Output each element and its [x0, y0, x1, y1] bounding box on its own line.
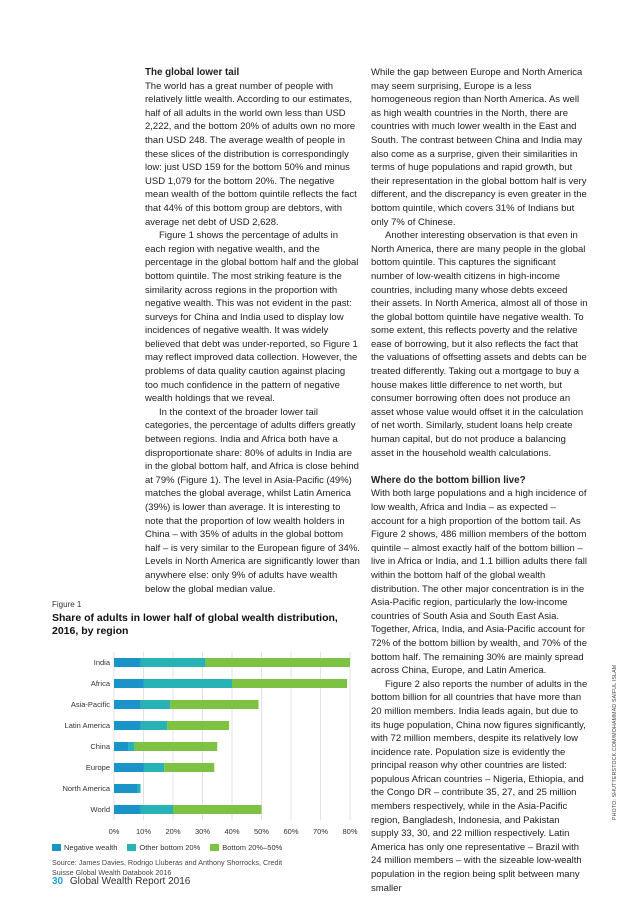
bar-segment — [164, 763, 214, 772]
bar-segment — [138, 784, 141, 793]
bar-segment — [129, 742, 135, 751]
bar-segment — [141, 700, 171, 709]
bar-segment — [205, 658, 350, 667]
section-heading-lower-tail: The global lower tail — [145, 67, 240, 78]
bar-segment — [232, 679, 347, 688]
bar-chart — [52, 646, 362, 836]
right-column — [371, 66, 588, 895]
x-tick-label: 20% — [165, 827, 181, 836]
legend-swatch — [52, 844, 61, 851]
figure-source: Source: James Davies, Rodrigo Lluberas and Anthony Shorrocks, Credit Suisse Global Wealth Databook 2016 — [52, 858, 283, 877]
bar-segment — [114, 679, 144, 688]
x-tick-label: 60% — [283, 827, 299, 836]
x-tick-label: 50% — [253, 827, 270, 836]
category-label: World — [90, 805, 110, 814]
figure-header — [52, 600, 362, 638]
legend-item — [127, 843, 200, 852]
bar-segment — [114, 805, 141, 814]
category-label: Asia-Pacific — [70, 700, 110, 709]
category-label: North America — [62, 784, 110, 793]
right-paragraph-1: While the gap between Europe and North America may seem surprising, Europe is a less homogeneous region than North America. As well as high wealth countries in the North, there are countries with much lower wealth in the East and South. The contrast between China and India may also come as a surprise, given their similarities in terms of huge populations and rapid growth, but their representation in the global bottom half is very different, and the discrepancy is even greater in the bottom quintile, which covers 31% of Indians but only 7% of Chinese. — [371, 67, 587, 228]
left-paragraph-2: Figure 1 shows the percentage of adults in each region with negative wealth, and the percentage in the global bottom half and the global bottom quintile. The most striking feature is the similarity across regions in the proportion with negative wealth. This was not evident in the past: surveys for China and India used to display low incidences of negative wealth. It was widely believed that debt was under-reported, so Figure 1 may reflect improved data collection. However, the problems of data quality caution against placing too much confidence in the pattern of negative wealth holdings that we reveal. — [145, 230, 359, 405]
section-heading-bottom-billion: Where do the bottom billion live? — [371, 474, 526, 486]
bar-segment — [144, 763, 165, 772]
x-tick-label: 70% — [312, 827, 329, 836]
legend-swatch — [210, 844, 219, 851]
publication-title: Global Wealth Report 2016 — [69, 876, 191, 887]
x-tick-label: 10% — [135, 827, 152, 836]
left-paragraph-3: In the context of the broader lower tail categories, the percentage of adults differs greatly between regions. India and Africa both have a disproportionate share: 80% of adults in India are in the global bottom half, and Africa is close behind at 79% (Figure 1). The level in Asia-Pacific (49%) matches the global average, whilst Latin America (39%) is lower than average. It is interesting to note that the proportion of low wealth holders in China – with 35% of adults in the global bottom half – is very similar to the European figure of 34%. Levels in North America are significantly lower than anywhere else: only 9% of adults have wealth below the global median value. — [145, 406, 360, 595]
legend-item — [52, 843, 117, 852]
bar-segment — [141, 805, 173, 814]
legend-label: Negative wealth — [64, 843, 118, 852]
x-tick-label: 40% — [224, 827, 240, 836]
category-label: China — [90, 742, 110, 751]
bar-segment — [167, 721, 229, 730]
bar-segment — [114, 700, 141, 709]
right-paragraph-4: Figure 2 also reports the number of adults in the bottom billion for all countries that have more than 20 million members. India leads again, but due to its huge population, China now figures significantly, with 72 million members, despite its relatively low incidence rate. Population size is evidently the principal reason why other countries are listed: populous African countries – Nigeria, Ethiopia, and the Congo DR – contribute 35, 27, and 25 million members respectively, while in the Asia-Pacific region, Bangladesh, Indonesia, and Pakistan supply 33, 30, and 22 million respectively. Latin America has only one representative – Brazil with 24 million members – with the sizeable low-wealth population in the region being split between many smaller — [371, 678, 588, 894]
legend-item — [210, 843, 282, 852]
bar-segment — [114, 784, 138, 793]
category-label: India — [93, 658, 110, 667]
category-label: Latin America — [64, 721, 110, 730]
bar-segment — [114, 763, 144, 772]
bar-segment — [114, 742, 129, 751]
bar-segment — [141, 721, 168, 730]
bar-segment — [135, 742, 218, 751]
bar-segment — [173, 805, 262, 814]
legend-label: Bottom 20%–50% — [222, 843, 283, 852]
bar-segment — [144, 679, 233, 688]
left-paragraph-1: The world has a great number of people with relatively little wealth. According to our estimates, half of all adults in the world own less than USD 2,222, and the bottom 20% of adults own no more than USD 248. The average wealth of people in these slices of the distribution is correspondingly low: just USD 159 for the bottom 50% and minus USD 1,079 for the bottom 20%. The negative mean wealth of the bottom quintile reflects the fact that 44% of this bottom group are debtors, with average net debt of USD 2,628. — [145, 80, 357, 228]
left-column — [145, 66, 360, 596]
chart-legend — [52, 843, 282, 852]
figure-title: Share of adults in lower half of global wealth distribution, 2016, by region — [52, 612, 338, 637]
legend-label: Other bottom 20% — [139, 843, 201, 852]
figure-label: Figure 1 — [52, 600, 82, 609]
page-footer — [52, 876, 190, 887]
photo-credit: PHOTO: SHUTTERSTOCK.COM/MOHAMMAD SAIFUL ISLAM — [612, 664, 618, 820]
right-paragraph-2: Another interesting observation is that even in North America, there are many people in the global bottom quintile. This captures the significant number of low-wealth citizens in high-income countries, including many whose debts exceed their assets. In North America, almost all of those in the global bottom quintile have negative wealth. To some extent, this reflects poverty and the relative ease of borrowing, but it also reflects the fact that the valuations of offsetting assets and debts can be treated differently. Taking out a mortgage to buy a house makes little difference to net worth, but consumer borrowing often does not produce an asset whose value would offset it in the calculation of net worth. Similarly, student loans help create human capital, but do not produce a balancing asset in the household wealth calculations. — [371, 230, 588, 459]
category-label: Europe — [85, 763, 110, 772]
x-tick-label: 80% — [342, 827, 358, 836]
bar-segment — [114, 658, 141, 667]
x-tick-label: 30% — [194, 827, 211, 836]
legend-swatch — [127, 844, 136, 851]
x-tick-label: 0% — [108, 827, 120, 836]
category-label: Africa — [90, 679, 110, 688]
bar-segment — [170, 700, 258, 709]
right-paragraph-3: With both large populations and a high incidence of low wealth, Africa and India – as expected – account for a high proportion of the bottom tail. As Figure 2 shows, 486 million members of the bottom quintile – almost exactly half of the bottom billion – live in Africa or India, and 1.1 billion adults there fall within the bottom half of the global wealth distribution. The other major concentration is in the Asia-Pacific region, particularly the low-income countries of South Asia and South East Asia. Together, Africa, India, and Asia-Pacific account for 72% of the bottom billion by wealth, and 70% of the bottom half. The remaining 30% are mainly spread across China, Europe, and Latin America. — [371, 488, 587, 677]
page-number: 30 — [52, 876, 64, 887]
bar-segment — [141, 658, 206, 667]
bar-segment — [114, 721, 141, 730]
